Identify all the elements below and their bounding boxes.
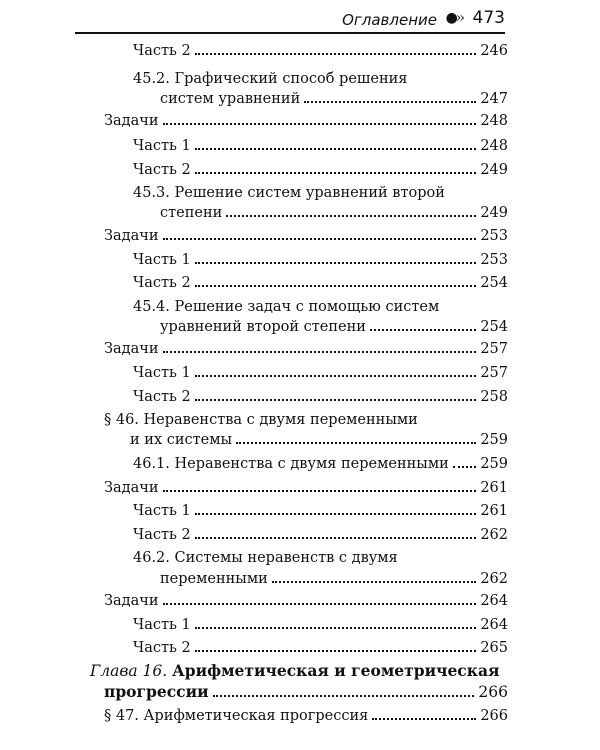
header-page-number: 473 bbox=[472, 8, 505, 28]
toc-entry bbox=[160, 568, 508, 590]
header-title: Оглавление bbox=[342, 11, 437, 29]
dot-leader bbox=[195, 513, 477, 515]
toc-entry-title: § 47. Арифметическая прогрессия bbox=[104, 708, 369, 724]
chapter-heading bbox=[104, 681, 508, 703]
header-ornament-icon: ●›› bbox=[445, 10, 463, 26]
toc-entry-page: 264 bbox=[480, 593, 508, 609]
toc-entry bbox=[104, 705, 508, 727]
toc-entry bbox=[104, 590, 508, 612]
toc-entry-title: 46.1. Неравенства с двумя переменными bbox=[133, 456, 449, 472]
page-header bbox=[75, 8, 505, 34]
toc-entry bbox=[133, 362, 508, 384]
toc-entry bbox=[130, 429, 508, 451]
toc-entry-title: 46.2. Системы неравенств с двумя bbox=[133, 550, 398, 566]
toc-entry-title: Часть 2 bbox=[133, 275, 191, 291]
toc-entry-title: Часть 2 bbox=[133, 43, 191, 59]
dot-leader bbox=[195, 53, 477, 55]
toc-entry-title: 45.4. Решение задач с помощью систем bbox=[133, 299, 440, 315]
dot-leader bbox=[453, 466, 477, 468]
toc-entry-page: 254 bbox=[480, 319, 508, 335]
dot-leader bbox=[370, 329, 476, 331]
toc-entry-title: и их системы bbox=[130, 432, 233, 448]
toc-entry-page: 247 bbox=[480, 91, 508, 107]
toc-entry-page: 248 bbox=[480, 138, 508, 154]
toc-entry bbox=[160, 88, 508, 110]
dot-leader bbox=[304, 101, 476, 103]
toc-entry bbox=[104, 225, 508, 247]
toc-entry-page: 253 bbox=[480, 228, 508, 244]
toc-entry bbox=[133, 159, 508, 181]
toc-entry-page: 261 bbox=[480, 503, 508, 519]
toc-entry bbox=[160, 202, 508, 224]
dot-leader bbox=[195, 285, 477, 287]
toc-entry-page: 248 bbox=[480, 113, 508, 129]
dot-leader bbox=[163, 490, 477, 492]
toc-entry bbox=[133, 614, 508, 636]
toc-entry-title: Часть 1 bbox=[133, 365, 191, 381]
dot-leader bbox=[195, 650, 477, 652]
toc-entry-page: 249 bbox=[480, 162, 508, 178]
toc-entry-title: Часть 2 bbox=[133, 527, 191, 543]
dot-leader bbox=[213, 695, 475, 697]
dot-leader bbox=[195, 537, 477, 539]
toc-entry bbox=[133, 500, 508, 522]
toc-entry-page: 257 bbox=[480, 365, 508, 381]
toc-entry-title: систем уравнений bbox=[160, 91, 301, 107]
toc-entry bbox=[133, 40, 508, 62]
toc-entry bbox=[160, 316, 508, 338]
toc-entry-title: 45.3. Решение систем уравнений второй bbox=[133, 185, 445, 201]
toc-entry bbox=[133, 272, 508, 294]
toc-entry-page: 253 bbox=[480, 252, 508, 268]
toc-entry-page: 257 bbox=[480, 341, 508, 357]
chapter-prefix: Глава 16. bbox=[90, 662, 168, 680]
dot-leader bbox=[195, 627, 477, 629]
toc-entry-page: 254 bbox=[480, 275, 508, 291]
toc-entry-title: Часть 2 bbox=[133, 389, 191, 405]
toc-entry bbox=[133, 135, 508, 157]
dot-leader bbox=[272, 581, 477, 583]
toc-entry-page: 259 bbox=[480, 456, 508, 472]
dot-leader bbox=[163, 603, 477, 605]
toc-entry-page: 249 bbox=[480, 205, 508, 221]
toc-entry-page: 259 bbox=[480, 432, 508, 448]
toc-entry-title: Часть 1 bbox=[133, 617, 191, 633]
dot-leader bbox=[163, 238, 477, 240]
toc-entry-page: 258 bbox=[480, 389, 508, 405]
dot-leader bbox=[195, 172, 477, 174]
toc-entry bbox=[104, 338, 508, 360]
toc-entry-title: Задачи bbox=[104, 341, 159, 357]
toc-entry-title: уравнений второй степени bbox=[160, 319, 366, 335]
toc-entry bbox=[133, 182, 508, 204]
dot-leader bbox=[226, 215, 476, 217]
toc-entry bbox=[133, 453, 508, 475]
toc-entry-page: 265 bbox=[480, 640, 508, 656]
toc-entry-page: 266 bbox=[478, 683, 508, 701]
toc-entry-title: переменными bbox=[160, 571, 268, 587]
toc-entry bbox=[133, 386, 508, 408]
toc-entry-title: степени bbox=[160, 205, 223, 221]
toc-entry bbox=[104, 409, 418, 431]
toc-entry-title: Задачи bbox=[104, 480, 159, 496]
toc-entry-title: Задачи bbox=[104, 593, 159, 609]
toc-entry-page: 266 bbox=[480, 708, 508, 724]
toc-entry-title: прогрессии bbox=[104, 682, 209, 701]
toc-entry bbox=[104, 477, 508, 499]
dot-leader bbox=[163, 123, 477, 125]
dot-leader bbox=[163, 351, 477, 353]
toc-entry-page: 262 bbox=[480, 571, 508, 587]
dot-leader bbox=[195, 399, 477, 401]
chapter-title: Арифметическая и геометрическая bbox=[172, 661, 500, 680]
toc-entry bbox=[133, 68, 508, 90]
toc-entry bbox=[133, 547, 508, 569]
toc-entry-title: Часть 1 bbox=[133, 503, 191, 519]
toc-entry-title: Часть 2 bbox=[133, 640, 191, 656]
toc-entry-title: Часть 2 bbox=[133, 162, 191, 178]
toc-entry-title: Задачи bbox=[104, 228, 159, 244]
toc-entry-title: Задачи bbox=[104, 113, 159, 129]
toc-entry bbox=[133, 637, 508, 659]
toc-entry-title: § 46. Неравенства с двумя переменными bbox=[104, 412, 418, 428]
toc-entry bbox=[104, 110, 508, 132]
toc-entry-page: 246 bbox=[480, 43, 508, 59]
chapter-heading bbox=[90, 660, 508, 682]
toc-entry-page: 262 bbox=[480, 527, 508, 543]
dot-leader bbox=[195, 375, 477, 377]
dot-leader bbox=[195, 148, 477, 150]
dot-leader bbox=[236, 442, 476, 444]
toc-entry-title: Часть 1 bbox=[133, 252, 191, 268]
toc-entry-page: 264 bbox=[480, 617, 508, 633]
toc-entry bbox=[133, 524, 508, 546]
toc-entry-title: 45.2. Графический способ решения bbox=[133, 71, 408, 87]
toc-entry bbox=[133, 249, 508, 271]
dot-leader bbox=[372, 718, 476, 720]
toc-entry-page: 261 bbox=[480, 480, 508, 496]
toc-entry bbox=[133, 296, 508, 318]
dot-leader bbox=[195, 262, 477, 264]
toc-entry-title: Часть 1 bbox=[133, 138, 191, 154]
